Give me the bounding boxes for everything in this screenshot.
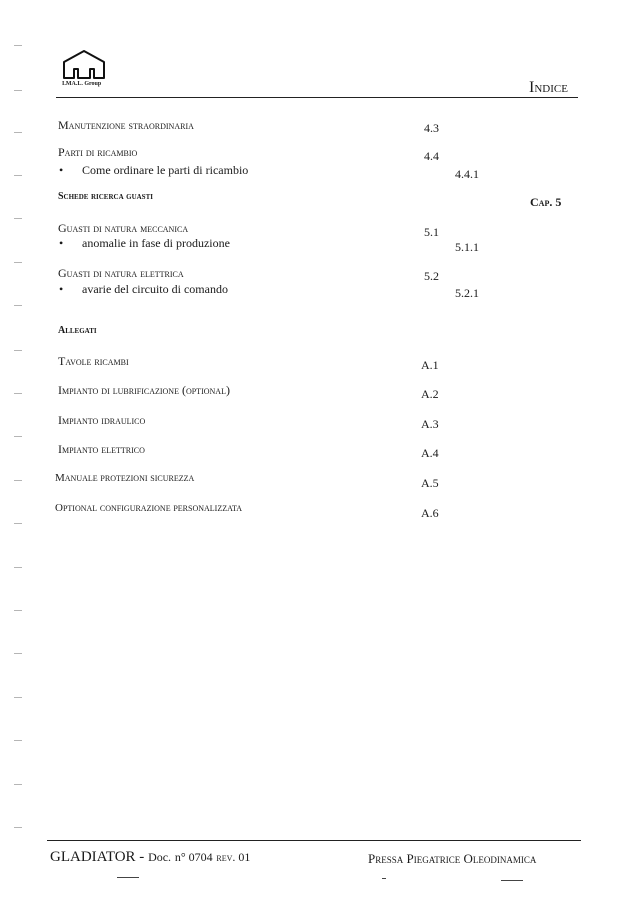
footer-doc-number: n° 0704	[174, 850, 213, 864]
entry-number: A.4	[421, 446, 439, 460]
entry-number: A.5	[421, 476, 439, 490]
footer-mark	[501, 880, 523, 881]
subentry-number: 5.1.1	[455, 240, 479, 254]
entry-tavole-ricambi: Tavole ricambi	[58, 354, 129, 368]
section-schede-ricerca-guasti: Schede ricerca guasti	[58, 191, 153, 202]
bullet-marker: •	[59, 236, 64, 250]
entry-number: A.6	[421, 506, 439, 520]
footer-product: Pressa Piegatrice Oleodinamica	[368, 851, 537, 866]
entry-number: 5.1	[424, 225, 439, 239]
footer-rule	[47, 840, 581, 841]
entry-guasti-meccanica: Guasti di natura meccanica	[58, 221, 189, 235]
company-logo	[60, 48, 108, 85]
section-allegati: Allegati	[58, 325, 97, 336]
footer-doc-info	[50, 849, 250, 866]
subentry-come-ordinare: Come ordinare le parti di ricambio	[82, 163, 249, 177]
subentry-number: 5.2.1	[455, 286, 479, 300]
entry-number: A.3	[421, 417, 439, 431]
entry-number: 4.3	[424, 121, 439, 135]
subentry-avarie: avarie del circuito di comando	[82, 282, 228, 296]
chapter-label: Cap. 5	[530, 195, 562, 209]
subentry-number: 4.4.1	[455, 167, 479, 181]
entry-manutenzione-straordinaria: Manutenzione straordinaria	[58, 118, 194, 132]
header-rule	[56, 97, 578, 98]
bullet-marker: •	[59, 282, 64, 296]
footer-mark	[382, 878, 386, 879]
entry-manuale-protezioni: Manuale protezioni sicurezza	[55, 472, 195, 484]
entry-optional-configurazione: Optional configurazione personalizzata	[55, 502, 243, 514]
logo-text: I.MA.L. Group	[62, 81, 102, 87]
entry-parti-di-ricambio: Parti di ricambio	[58, 145, 138, 159]
entry-guasti-elettrica: Guasti di natura elettrica	[58, 266, 184, 280]
footer-revision: rev. 01	[216, 850, 251, 864]
entry-number: 4.4	[424, 149, 439, 163]
footer-doc-label: Doc.	[148, 850, 172, 864]
page-title: Indice	[529, 79, 568, 96]
entry-impianto-elettrico: Impianto elettrico	[58, 442, 145, 456]
entry-impianto-idraulico: Impianto idraulico	[58, 413, 146, 427]
entry-number: 5.2	[424, 269, 439, 283]
entry-impianto-lubrificazione: Impianto di lubrificazione (optional)	[58, 383, 230, 397]
subentry-anomalie: anomalie in fase di produzione	[82, 236, 230, 250]
entry-number: A.1	[421, 358, 439, 372]
bullet-marker: •	[59, 163, 64, 177]
footer-mark	[117, 877, 139, 878]
entry-number: A.2	[421, 387, 439, 401]
footer-model: GLADIATOR -	[50, 849, 145, 865]
